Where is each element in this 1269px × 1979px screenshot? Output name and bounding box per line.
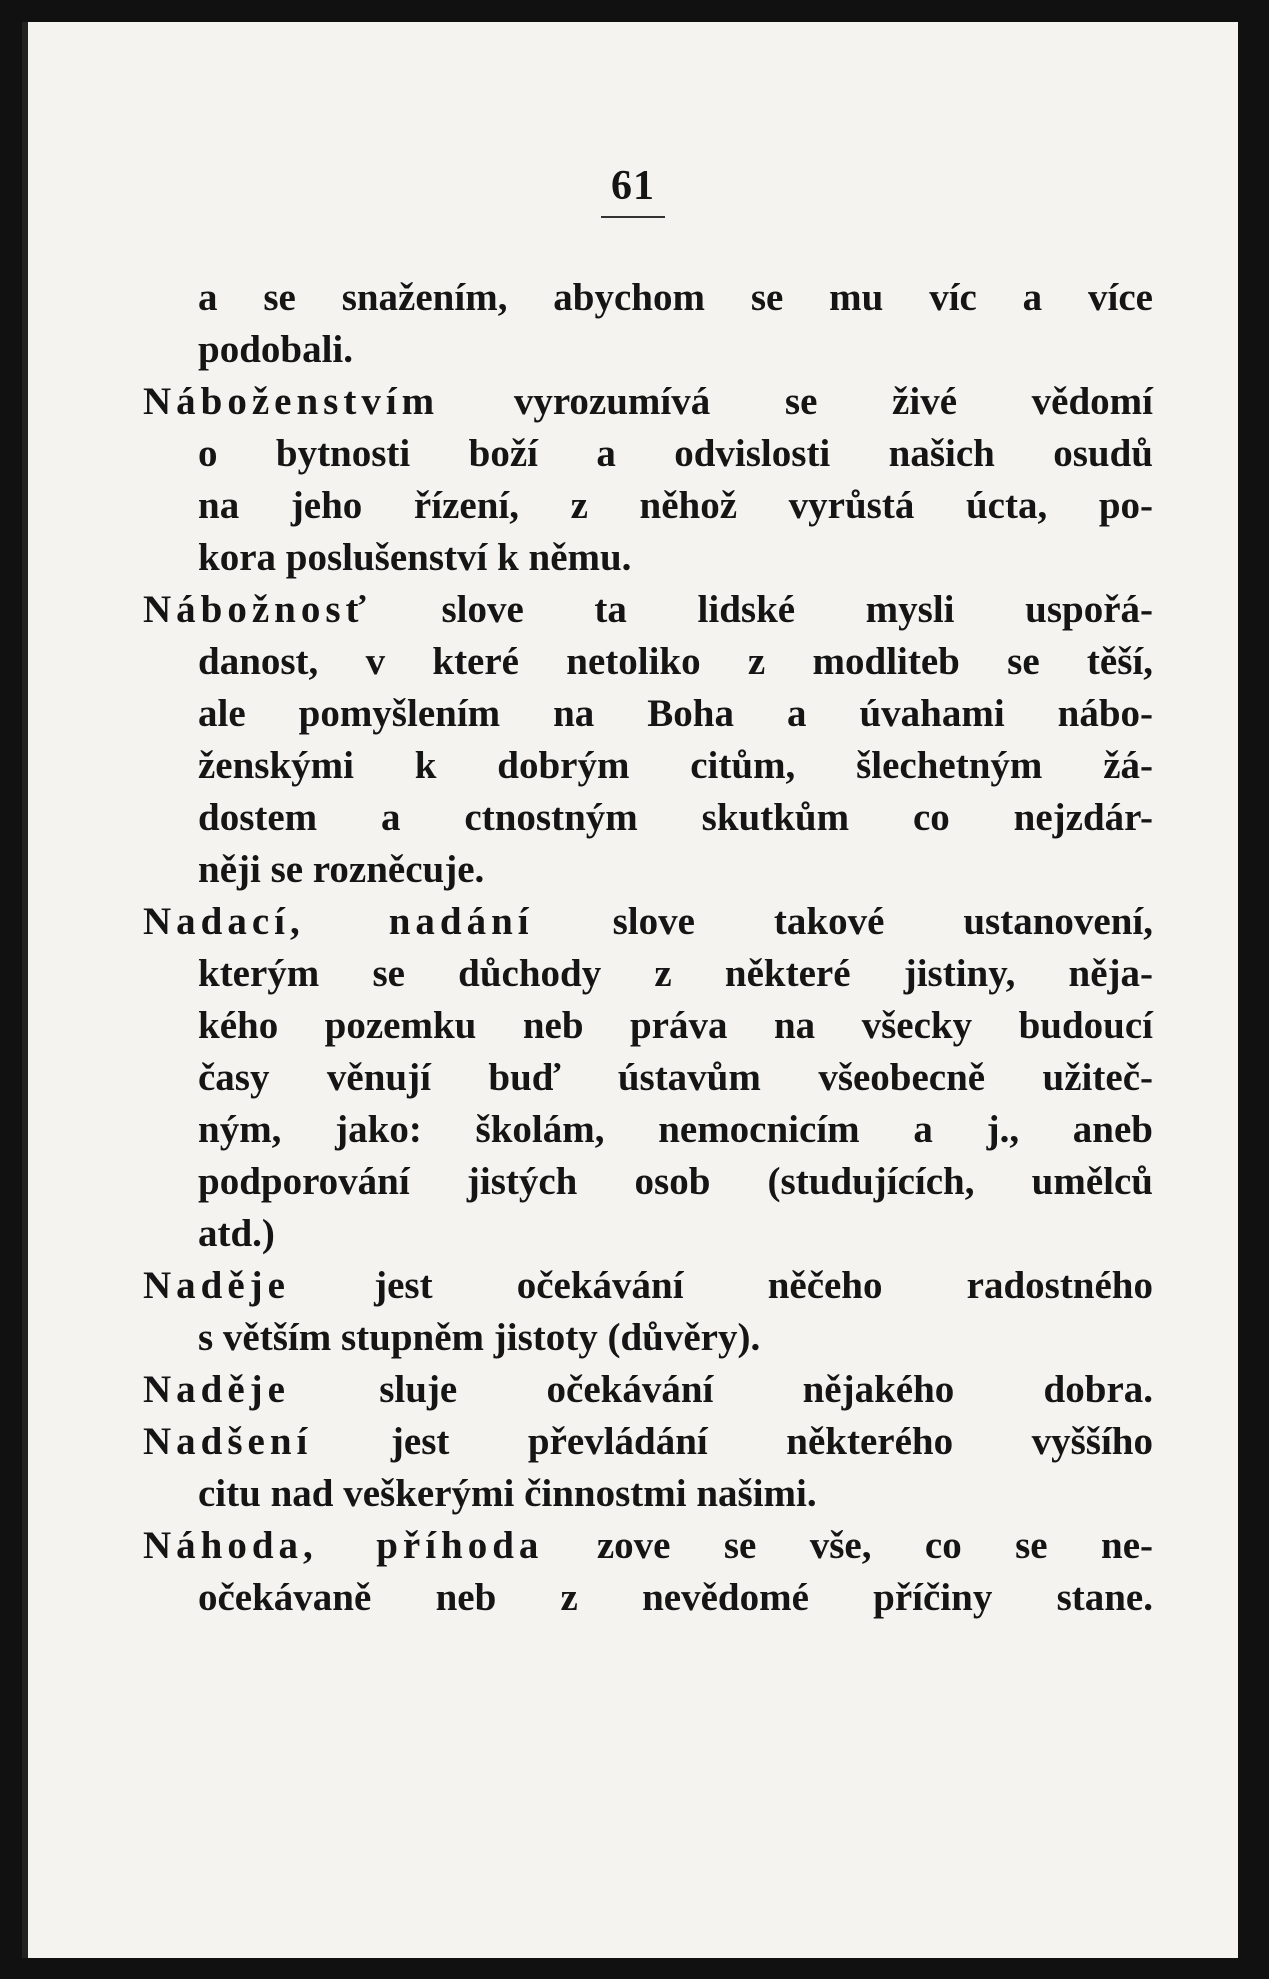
line-text: s větším stupněm jistoty (důvěry). xyxy=(198,1316,761,1359)
entry-term: Náhoda, příhoda xyxy=(143,1524,544,1567)
text-line xyxy=(143,1312,1153,1364)
line-text: dostem a ctnostným skutkům co nejzdár- xyxy=(198,796,1153,839)
text-line xyxy=(143,1208,1153,1260)
line-text: podobali. xyxy=(198,328,353,371)
text-line xyxy=(143,428,1153,480)
line-text: podporování jistých osob (studujících, umělců xyxy=(198,1160,1153,1203)
line-text: jest převládání některého vyššího xyxy=(312,1420,1153,1463)
text-line xyxy=(143,532,1153,584)
text-line xyxy=(143,480,1153,532)
line-text: jest očekávání něčeho radostného xyxy=(289,1264,1153,1307)
line-text: o bytnosti boží a odvislosti našich osudů xyxy=(198,432,1153,475)
text-line xyxy=(143,1260,1153,1312)
line-text: očekávaně neb z nevědomé příčiny stane. xyxy=(198,1576,1153,1619)
text-line xyxy=(143,272,1153,324)
line-text: zove se vše, co se ne- xyxy=(543,1524,1153,1567)
book-page xyxy=(22,22,1238,1958)
text-line xyxy=(143,896,1153,948)
entry-term: Nadšení xyxy=(143,1420,313,1463)
page-header xyxy=(28,162,1238,218)
line-text: citu nad veškerými činnostmi našimi. xyxy=(198,1472,817,1515)
entry-term: Naděje xyxy=(143,1264,290,1307)
text-line xyxy=(143,324,1153,376)
line-text: kého pozemku neb práva na všecky budoucí xyxy=(198,1004,1153,1047)
entry-term: Náboženstvím xyxy=(143,380,440,423)
entry-term: Naděje xyxy=(143,1368,290,1411)
text-line xyxy=(143,376,1153,428)
line-text: ným, jako: školám, nemocnicím a j., aneb xyxy=(198,1108,1153,1151)
text-line xyxy=(143,688,1153,740)
line-text: časy věnují buď ústavům všeobecně užiteč- xyxy=(198,1056,1153,1099)
line-text: slove takové ustanovení, xyxy=(533,900,1153,943)
text-line xyxy=(143,1468,1153,1520)
text-line xyxy=(143,1364,1153,1416)
line-text: ženskými k dobrým citům, šlechetným žá- xyxy=(198,744,1153,787)
page-number: 61 xyxy=(601,162,665,218)
line-text: kterým se důchody z některé jistiny, něja- xyxy=(198,952,1153,995)
entry-term: Nábožnosť xyxy=(143,588,371,631)
line-text: a se snažením, abychom se mu víc a více xyxy=(198,276,1153,319)
line-text: atd.) xyxy=(198,1212,275,1255)
text-line xyxy=(143,844,1153,896)
text-line xyxy=(143,1000,1153,1052)
text-line xyxy=(143,792,1153,844)
text-line xyxy=(143,1156,1153,1208)
line-text: slove ta lidské mysli uspořá- xyxy=(370,588,1153,631)
entry-term: Nadací, nadání xyxy=(143,900,534,943)
text-line xyxy=(143,1520,1153,1572)
text-line xyxy=(143,636,1153,688)
line-text: sluje očekávání nějakého dobra. xyxy=(289,1368,1153,1411)
line-text: ale pomyšlením na Boha a úvahami nábo- xyxy=(198,692,1153,735)
text-line xyxy=(143,1104,1153,1156)
text-line xyxy=(143,1572,1153,1624)
line-text: na jeho řízení, z něhož vyrůstá úcta, po- xyxy=(198,484,1153,527)
text-line xyxy=(143,740,1153,792)
line-text: něji se rozněcuje. xyxy=(198,848,485,891)
line-text: vyrozumívá se živé vědomí xyxy=(439,380,1153,423)
text-line xyxy=(143,584,1153,636)
line-text: kora poslušenství k němu. xyxy=(198,536,632,579)
page-text xyxy=(143,272,1153,1624)
line-text: danost, v které netoliko z modliteb se těší, xyxy=(198,640,1153,683)
text-line xyxy=(143,1416,1153,1468)
text-line xyxy=(143,948,1153,1000)
text-line xyxy=(143,1052,1153,1104)
